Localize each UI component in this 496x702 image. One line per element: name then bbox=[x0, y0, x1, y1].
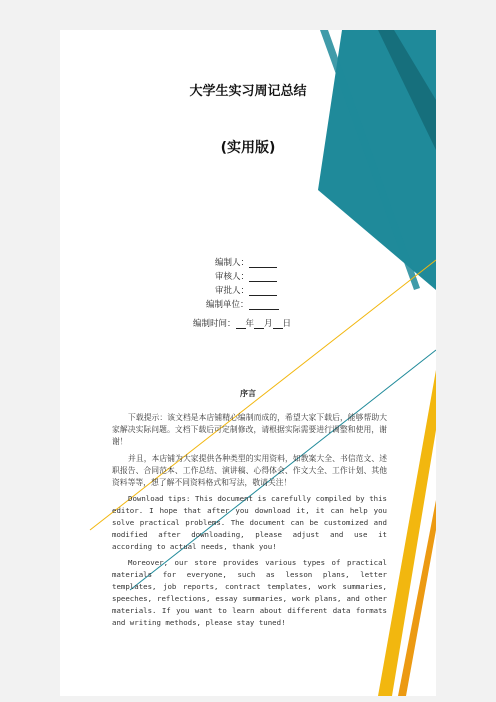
day-label: 日 bbox=[282, 319, 292, 329]
unit-blank bbox=[249, 300, 279, 310]
unit-label: 编制单位： bbox=[206, 300, 249, 310]
paragraph-download-tip-zh: 下载提示：该文档是本店铺精心编制而成的，希望大家下载后，能够帮助大家解决实际问题。文档下载后可定制修改，请根据实际需要进行调整和使用，谢谢！ bbox=[112, 413, 387, 447]
approver-blank bbox=[249, 286, 277, 296]
paragraph-materials-zh: 并且，本店铺为大家提供各种类型的实用资料，如教案大全、书信范文、述职报告、合同范本、工作总结、演讲稿、心得体会、作文大全、工作计划、其他资料等等，想了解不同资料格式和写法，敬请关注！ bbox=[112, 453, 387, 488]
document-subtitle: (实用版) bbox=[220, 140, 276, 156]
approver-field bbox=[215, 284, 277, 296]
compiler-label: 编制人： bbox=[215, 258, 250, 268]
reviewer-blank bbox=[249, 272, 277, 282]
preface-heading: 序言 bbox=[240, 389, 256, 398]
approver-label: 审批人： bbox=[215, 286, 250, 296]
reviewer-field bbox=[215, 270, 277, 282]
compiler-blank bbox=[249, 258, 277, 268]
paragraph-materials-en: Moreover, our store provides various types of practical materials for everyone, such as lesson plans, letter templates, job reports, contract templates, work summaries, speeches, reflections, essay summaries, work plans, and other materials. If you want to learn about different data formats and writing methods, please stay tuned! bbox=[112, 558, 387, 628]
year-blank bbox=[236, 319, 246, 329]
compiler-field bbox=[215, 256, 277, 268]
unit-field bbox=[206, 298, 279, 310]
document-page bbox=[60, 30, 436, 696]
reviewer-label: 审核人： bbox=[215, 272, 250, 282]
paragraph-download-tip-en: Download tips: This document is carefully compiled by this editor. I hope that after you download it, it can help you solve practical problems. The document can be customized and modified after downloading, please adjust and use it according to actual needs, thank you! bbox=[112, 494, 387, 552]
year-label: 年 bbox=[245, 319, 255, 329]
document-title: 大学生实习周记总结 bbox=[189, 84, 307, 99]
month-blank bbox=[254, 319, 264, 329]
day-blank bbox=[273, 319, 283, 329]
time-field bbox=[193, 317, 291, 329]
time-label: 编制时间： bbox=[193, 319, 236, 329]
month-label: 月 bbox=[264, 319, 273, 329]
preface-body bbox=[112, 412, 387, 633]
